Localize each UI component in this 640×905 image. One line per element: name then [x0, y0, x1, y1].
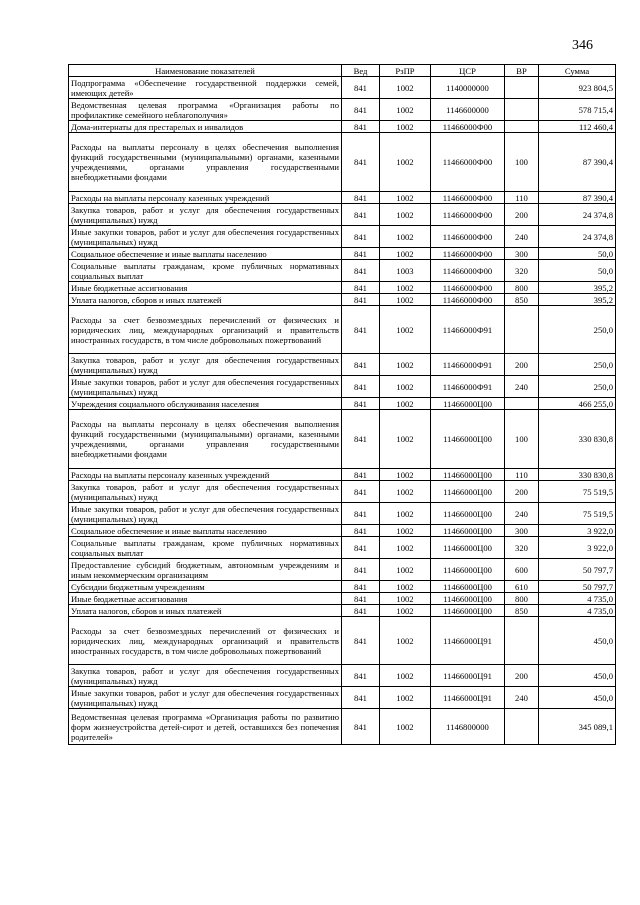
table-row — [69, 525, 616, 537]
cell-vr: 610 — [505, 581, 539, 593]
cell-rzpr: 1003 — [380, 260, 431, 282]
cell-sum: 250,0 — [539, 354, 616, 376]
cell-rzpr: 1002 — [380, 709, 431, 745]
cell-vr: 320 — [505, 260, 539, 282]
cell-vr — [505, 99, 539, 121]
cell-sum: 466 255,0 — [539, 398, 616, 410]
cell-ved: 841 — [342, 260, 380, 282]
cell-ved: 841 — [342, 354, 380, 376]
cell-ved: 841 — [342, 665, 380, 687]
cell-vr: 850 — [505, 605, 539, 617]
cell-csr: 11466000Ф00 — [431, 121, 505, 133]
cell-rzpr: 1002 — [380, 410, 431, 469]
cell-ved: 841 — [342, 133, 380, 192]
cell-vr: 240 — [505, 226, 539, 248]
header-row — [69, 65, 616, 77]
cell-vr: 200 — [505, 204, 539, 226]
cell-ved: 841 — [342, 121, 380, 133]
cell-name: Социальные выплаты гражданам, кроме публичных нормативных социальных выплат — [69, 537, 342, 559]
cell-name: Субсидии бюджетным учреждениям — [69, 581, 342, 593]
cell-ved: 841 — [342, 593, 380, 605]
cell-csr: 11466000Ц00 — [431, 503, 505, 525]
cell-sum: 50,0 — [539, 260, 616, 282]
table-row — [69, 617, 616, 665]
table-row — [69, 121, 616, 133]
cell-sum: 3 922,0 — [539, 525, 616, 537]
cell-ved: 841 — [342, 294, 380, 306]
table-row — [69, 306, 616, 354]
cell-ved: 841 — [342, 306, 380, 354]
table-row — [69, 481, 616, 503]
page-number: 346 — [572, 38, 593, 53]
cell-vr: 100 — [505, 133, 539, 192]
cell-vr: 600 — [505, 559, 539, 581]
cell-csr: 11466000Ц00 — [431, 398, 505, 410]
cell-csr: 11466000Ф91 — [431, 376, 505, 398]
cell-vr — [505, 121, 539, 133]
cell-ved: 841 — [342, 282, 380, 294]
cell-vr: 100 — [505, 410, 539, 469]
table-row — [69, 559, 616, 581]
table-row — [69, 260, 616, 282]
cell-ved: 841 — [342, 503, 380, 525]
cell-ved: 841 — [342, 617, 380, 665]
cell-vr: 200 — [505, 354, 539, 376]
cell-csr: 11466000Ц00 — [431, 605, 505, 617]
cell-ved: 841 — [342, 709, 380, 745]
cell-ved: 841 — [342, 77, 380, 99]
cell-vr: 200 — [505, 665, 539, 687]
table-row — [69, 192, 616, 204]
cell-sum: 345 089,1 — [539, 709, 616, 745]
cell-ved: 841 — [342, 469, 380, 481]
cell-name: Социальные выплаты гражданам, кроме публичных нормативных социальных выплат — [69, 260, 342, 282]
cell-csr: 11466000Ц00 — [431, 469, 505, 481]
cell-ved: 841 — [342, 398, 380, 410]
cell-rzpr: 1002 — [380, 469, 431, 481]
cell-sum: 395,2 — [539, 294, 616, 306]
cell-name: Уплата налогов, сборов и иных платежей — [69, 605, 342, 617]
cell-ved: 841 — [342, 204, 380, 226]
cell-vr: 110 — [505, 469, 539, 481]
cell-rzpr: 1002 — [380, 226, 431, 248]
header-sum: Сумма — [539, 65, 616, 77]
cell-sum: 450,0 — [539, 687, 616, 709]
header-rzpr: РзПР — [380, 65, 431, 77]
cell-rzpr: 1002 — [380, 376, 431, 398]
cell-name: Иные закупки товаров, работ и услуг для обеспечения государственных (муниципальных) нужд — [69, 687, 342, 709]
cell-rzpr: 1002 — [380, 204, 431, 226]
cell-name: Закупка товаров, работ и услуг для обеспечения государственных (муниципальных) нужд — [69, 665, 342, 687]
cell-csr: 11466000Ф91 — [431, 354, 505, 376]
cell-csr: 11466000Ц00 — [431, 410, 505, 469]
cell-name: Закупка товаров, работ и услуг для обеспечения государственных (муниципальных) нужд — [69, 204, 342, 226]
cell-ved: 841 — [342, 559, 380, 581]
cell-csr: 11466000Ц00 — [431, 559, 505, 581]
header-csr: ЦСР — [431, 65, 505, 77]
table-row — [69, 204, 616, 226]
table-row — [69, 376, 616, 398]
cell-csr: 1146800000 — [431, 709, 505, 745]
cell-rzpr: 1002 — [380, 99, 431, 121]
cell-name: Учреждения социального обслуживания населения — [69, 398, 342, 410]
cell-csr: 11466000Ф00 — [431, 133, 505, 192]
budget-table — [68, 64, 616, 745]
cell-name: Предоставление субсидий бюджетным, автономным учреждениям и иным некоммерческим организациям — [69, 559, 342, 581]
cell-sum: 24 374,8 — [539, 226, 616, 248]
cell-vr: 300 — [505, 248, 539, 260]
table-header — [69, 65, 616, 77]
cell-sum: 250,0 — [539, 376, 616, 398]
cell-vr: 240 — [505, 503, 539, 525]
cell-rzpr: 1002 — [380, 354, 431, 376]
cell-sum: 4 735,0 — [539, 593, 616, 605]
cell-vr: 200 — [505, 481, 539, 503]
cell-rzpr: 1002 — [380, 306, 431, 354]
cell-vr — [505, 77, 539, 99]
cell-csr: 11466000Ц00 — [431, 593, 505, 605]
cell-ved: 841 — [342, 525, 380, 537]
cell-ved: 841 — [342, 605, 380, 617]
table-row — [69, 709, 616, 745]
cell-csr: 11466000Ц91 — [431, 687, 505, 709]
cell-rzpr: 1002 — [380, 525, 431, 537]
cell-ved: 841 — [342, 581, 380, 593]
cell-vr: 240 — [505, 687, 539, 709]
cell-rzpr: 1002 — [380, 559, 431, 581]
cell-vr: 850 — [505, 294, 539, 306]
table-row — [69, 226, 616, 248]
table-row — [69, 503, 616, 525]
cell-ved: 841 — [342, 376, 380, 398]
table-row — [69, 294, 616, 306]
cell-name: Социальное обеспечение и иные выплаты населению — [69, 248, 342, 260]
cell-name: Расходы на выплаты персоналу в целях обеспечения выполнения функций государственными (муниципальными) органами, казенными учреждениями, органами управления государственными внебюджетными фондами — [69, 133, 342, 192]
cell-csr: 11466000Ц91 — [431, 665, 505, 687]
cell-name: Расходы на выплаты персоналу в целях обеспечения выполнения функций государственными (муниципальными) органами, казенными учреждениями, органами управления государственными внебюджетными фондами — [69, 410, 342, 469]
cell-sum: 75 519,5 — [539, 503, 616, 525]
table-row — [69, 282, 616, 294]
table-row — [69, 593, 616, 605]
cell-sum: 330 830,8 — [539, 469, 616, 481]
cell-csr: 11466000Ф00 — [431, 248, 505, 260]
cell-csr: 11466000Ц91 — [431, 617, 505, 665]
table-row — [69, 99, 616, 121]
cell-vr: 320 — [505, 537, 539, 559]
cell-vr — [505, 617, 539, 665]
cell-name: Иные бюджетные ассигнования — [69, 593, 342, 605]
cell-name: Ведомственная целевая программа «Организация работы по профилактике семейного неблагополучия» — [69, 99, 342, 121]
cell-sum: 75 519,5 — [539, 481, 616, 503]
cell-csr: 11466000Ф91 — [431, 306, 505, 354]
cell-rzpr: 1002 — [380, 581, 431, 593]
header-vr: ВР — [505, 65, 539, 77]
cell-rzpr: 1002 — [380, 665, 431, 687]
cell-vr: 300 — [505, 525, 539, 537]
table-row — [69, 537, 616, 559]
cell-rzpr: 1002 — [380, 282, 431, 294]
cell-name: Иные закупки товаров, работ и услуг для обеспечения государственных (муниципальных) нужд — [69, 503, 342, 525]
cell-vr: 800 — [505, 282, 539, 294]
cell-sum: 578 715,4 — [539, 99, 616, 121]
table-row — [69, 687, 616, 709]
cell-sum: 50 797,7 — [539, 581, 616, 593]
cell-name: Социальное обеспечение и иные выплаты населению — [69, 525, 342, 537]
cell-rzpr: 1002 — [380, 77, 431, 99]
cell-sum: 450,0 — [539, 617, 616, 665]
header-ved: Вед — [342, 65, 380, 77]
cell-sum: 24 374,8 — [539, 204, 616, 226]
cell-sum: 87 390,4 — [539, 133, 616, 192]
cell-rzpr: 1002 — [380, 192, 431, 204]
cell-sum: 3 922,0 — [539, 537, 616, 559]
cell-name: Закупка товаров, работ и услуг для обеспечения государственных (муниципальных) нужд — [69, 481, 342, 503]
cell-rzpr: 1002 — [380, 537, 431, 559]
cell-name: Расходы за счет безвозмездных перечислений от физических и юридических лиц, международных организаций и правительств иностранных государств, в том числе добровольных пожертвований — [69, 617, 342, 665]
table-row — [69, 469, 616, 481]
cell-csr: 1146600000 — [431, 99, 505, 121]
cell-rzpr: 1002 — [380, 617, 431, 665]
cell-rzpr: 1002 — [380, 605, 431, 617]
cell-csr: 11466000Ф00 — [431, 282, 505, 294]
cell-name: Ведомственная целевая программа «Организация работы по развитию форм жизнеустройства детей-сирот и детей, оставшихся без попечения родителей» — [69, 709, 342, 745]
cell-rzpr: 1002 — [380, 593, 431, 605]
cell-ved: 841 — [342, 410, 380, 469]
cell-sum: 50 797,7 — [539, 559, 616, 581]
cell-ved: 841 — [342, 248, 380, 260]
cell-csr: 11466000Ф00 — [431, 204, 505, 226]
cell-rzpr: 1002 — [380, 294, 431, 306]
cell-name: Уплата налогов, сборов и иных платежей — [69, 294, 342, 306]
cell-rzpr: 1002 — [380, 398, 431, 410]
cell-vr: 110 — [505, 192, 539, 204]
table-row — [69, 248, 616, 260]
cell-vr: 800 — [505, 593, 539, 605]
cell-sum: 450,0 — [539, 665, 616, 687]
cell-name: Дома-интернаты для престарелых и инвалидов — [69, 121, 342, 133]
cell-name: Расходы на выплаты персоналу казенных учреждений — [69, 469, 342, 481]
cell-rzpr: 1002 — [380, 687, 431, 709]
cell-sum: 395,2 — [539, 282, 616, 294]
cell-name: Подпрограмма «Обеспечение государственной поддержки семей, имеющих детей» — [69, 77, 342, 99]
cell-csr: 11466000Ф00 — [431, 294, 505, 306]
table-row — [69, 581, 616, 593]
cell-csr: 11466000Ц00 — [431, 537, 505, 559]
table-row — [69, 605, 616, 617]
cell-csr: 11466000Ц00 — [431, 525, 505, 537]
cell-rzpr: 1002 — [380, 503, 431, 525]
cell-rzpr: 1002 — [380, 121, 431, 133]
cell-name: Иные закупки товаров, работ и услуг для обеспечения государственных (муниципальных) нужд — [69, 226, 342, 248]
cell-rzpr: 1002 — [380, 481, 431, 503]
cell-vr: 240 — [505, 376, 539, 398]
cell-ved: 841 — [342, 481, 380, 503]
cell-name: Расходы на выплаты персоналу казенных учреждений — [69, 192, 342, 204]
cell-sum: 330 830,8 — [539, 410, 616, 469]
table-row — [69, 398, 616, 410]
cell-csr: 11466000Ц00 — [431, 581, 505, 593]
cell-sum: 250,0 — [539, 306, 616, 354]
cell-vr — [505, 709, 539, 745]
table-row — [69, 410, 616, 469]
table-row — [69, 354, 616, 376]
cell-sum: 112 460,4 — [539, 121, 616, 133]
header-name: Наименование показателей — [69, 65, 342, 77]
table-body — [69, 77, 616, 745]
cell-csr: 11466000Ф00 — [431, 260, 505, 282]
cell-name: Иные бюджетные ассигнования — [69, 282, 342, 294]
cell-csr: 11466000Ц00 — [431, 481, 505, 503]
cell-ved: 841 — [342, 537, 380, 559]
cell-sum: 4 735,0 — [539, 605, 616, 617]
cell-csr: 11466000Ф00 — [431, 226, 505, 248]
cell-name: Иные закупки товаров, работ и услуг для обеспечения государственных (муниципальных) нужд — [69, 376, 342, 398]
cell-csr: 1140000000 — [431, 77, 505, 99]
cell-sum: 923 804,5 — [539, 77, 616, 99]
cell-sum: 50,0 — [539, 248, 616, 260]
cell-ved: 841 — [342, 687, 380, 709]
cell-rzpr: 1002 — [380, 248, 431, 260]
cell-vr — [505, 306, 539, 354]
cell-ved: 841 — [342, 99, 380, 121]
table-row — [69, 133, 616, 192]
table-row — [69, 77, 616, 99]
cell-ved: 841 — [342, 226, 380, 248]
cell-name: Закупка товаров, работ и услуг для обеспечения государственных (муниципальных) нужд — [69, 354, 342, 376]
table-row — [69, 665, 616, 687]
cell-vr — [505, 398, 539, 410]
cell-csr: 11466000Ф00 — [431, 192, 505, 204]
cell-ved: 841 — [342, 192, 380, 204]
cell-name: Расходы за счет безвозмездных перечислений от физических и юридических лиц, международных организаций и правительств иностранных государств, в том числе добровольных пожертвований — [69, 306, 342, 354]
cell-sum: 87 390,4 — [539, 192, 616, 204]
cell-rzpr: 1002 — [380, 133, 431, 192]
